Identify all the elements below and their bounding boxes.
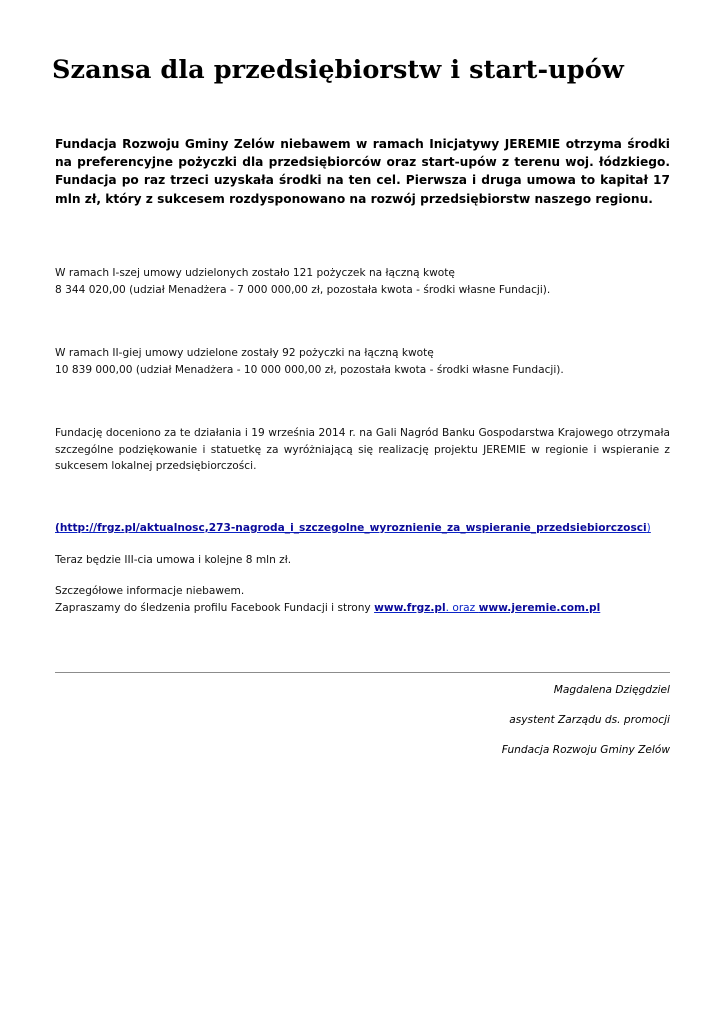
jeremie-website-link-text: www.jeremie.com.pl bbox=[478, 601, 601, 614]
first-agreement-line-1: W ramach I-szej umowy udzielonych zostało 121 pożyczek na łączną kwotę bbox=[55, 267, 455, 279]
second-agreement-line-1: W ramach II-giej umowy udzielone zostały 92 pożyczki na łączną kwotę bbox=[55, 347, 434, 359]
frgz-website-link[interactable] bbox=[374, 602, 600, 614]
second-agreement-paragraph bbox=[55, 345, 670, 378]
award-link-close-paren: ) bbox=[646, 522, 651, 534]
invitation-prefix: Zapraszamy do śledzenia profilu Facebook Fundacji i strony bbox=[55, 601, 375, 614]
award-link-line bbox=[55, 520, 670, 537]
third-agreement-paragraph: Teraz będzie III-cia umowa i kolejne 8 mln zł. bbox=[55, 554, 292, 566]
first-agreement-paragraph bbox=[55, 265, 670, 298]
lead-paragraph: Fundacja Rozwoju Gminy Zelów niebawem w ramach Inicjatywy JEREMIE otrzyma środki na preferencyjne pożyczki dla przedsiębiorców oraz start-upów z terenu woj. łódzkiego. Fundacja po raz trzeci uzyskała środki na ten cel. Pierwsza i druga umowa to kapitał 17 mln zł, który z sukcesem rozdysponowano na rozwój przedsiębiorstw naszego regionu. bbox=[55, 137, 670, 206]
horizontal-divider bbox=[55, 672, 670, 673]
invitation-line-1: Szczegółowe informacje niebawem. bbox=[55, 585, 245, 597]
page-title: Szansa dla przedsiębiorstw i start-upów bbox=[52, 55, 624, 85]
signature-role: asystent Zarządu ds. promocji bbox=[509, 714, 670, 726]
frgz-website-link-text: www.frgz.pl bbox=[374, 601, 446, 614]
invitation-paragraph bbox=[55, 583, 670, 616]
award-link[interactable] bbox=[55, 522, 651, 534]
award-paragraph: Fundację doceniono za te działania i 19 września 2014 r. na Gali Nagród Banku Gospodarstwa Krajowego otrzymała szczególne podziękowanie i statuetkę za wyróżniającą się realizację projektu JEREMIE w regionie i wspieranie z sukcesem lokalnej przedsiębiorczości. bbox=[55, 427, 670, 473]
award-link-open-paren: ( bbox=[55, 522, 60, 534]
signature-name: Magdalena Dzięgdziel bbox=[553, 684, 670, 696]
second-agreement-line-2: 10 839 000,00 (udział Menadżera - 10 000 000,00 zł, pozostała kwota - środki własne Fundacji). bbox=[55, 363, 564, 376]
award-link-url: http://frgz.pl/aktualnosc,273-nagroda_i_szczegolne_wyroznienie_za_wspieranie_przedsiebiorczosci bbox=[59, 522, 647, 534]
first-agreement-line-2: 8 344 020,00 (udział Menadżera - 7 000 000,00 zł, pozostała kwota - środki własne Fundacji). bbox=[55, 283, 551, 296]
link-separator: . oraz bbox=[445, 601, 479, 614]
invitation-line-2 bbox=[55, 600, 670, 617]
signature-organization: Fundacja Rozwoju Gminy Zelów bbox=[501, 744, 670, 756]
